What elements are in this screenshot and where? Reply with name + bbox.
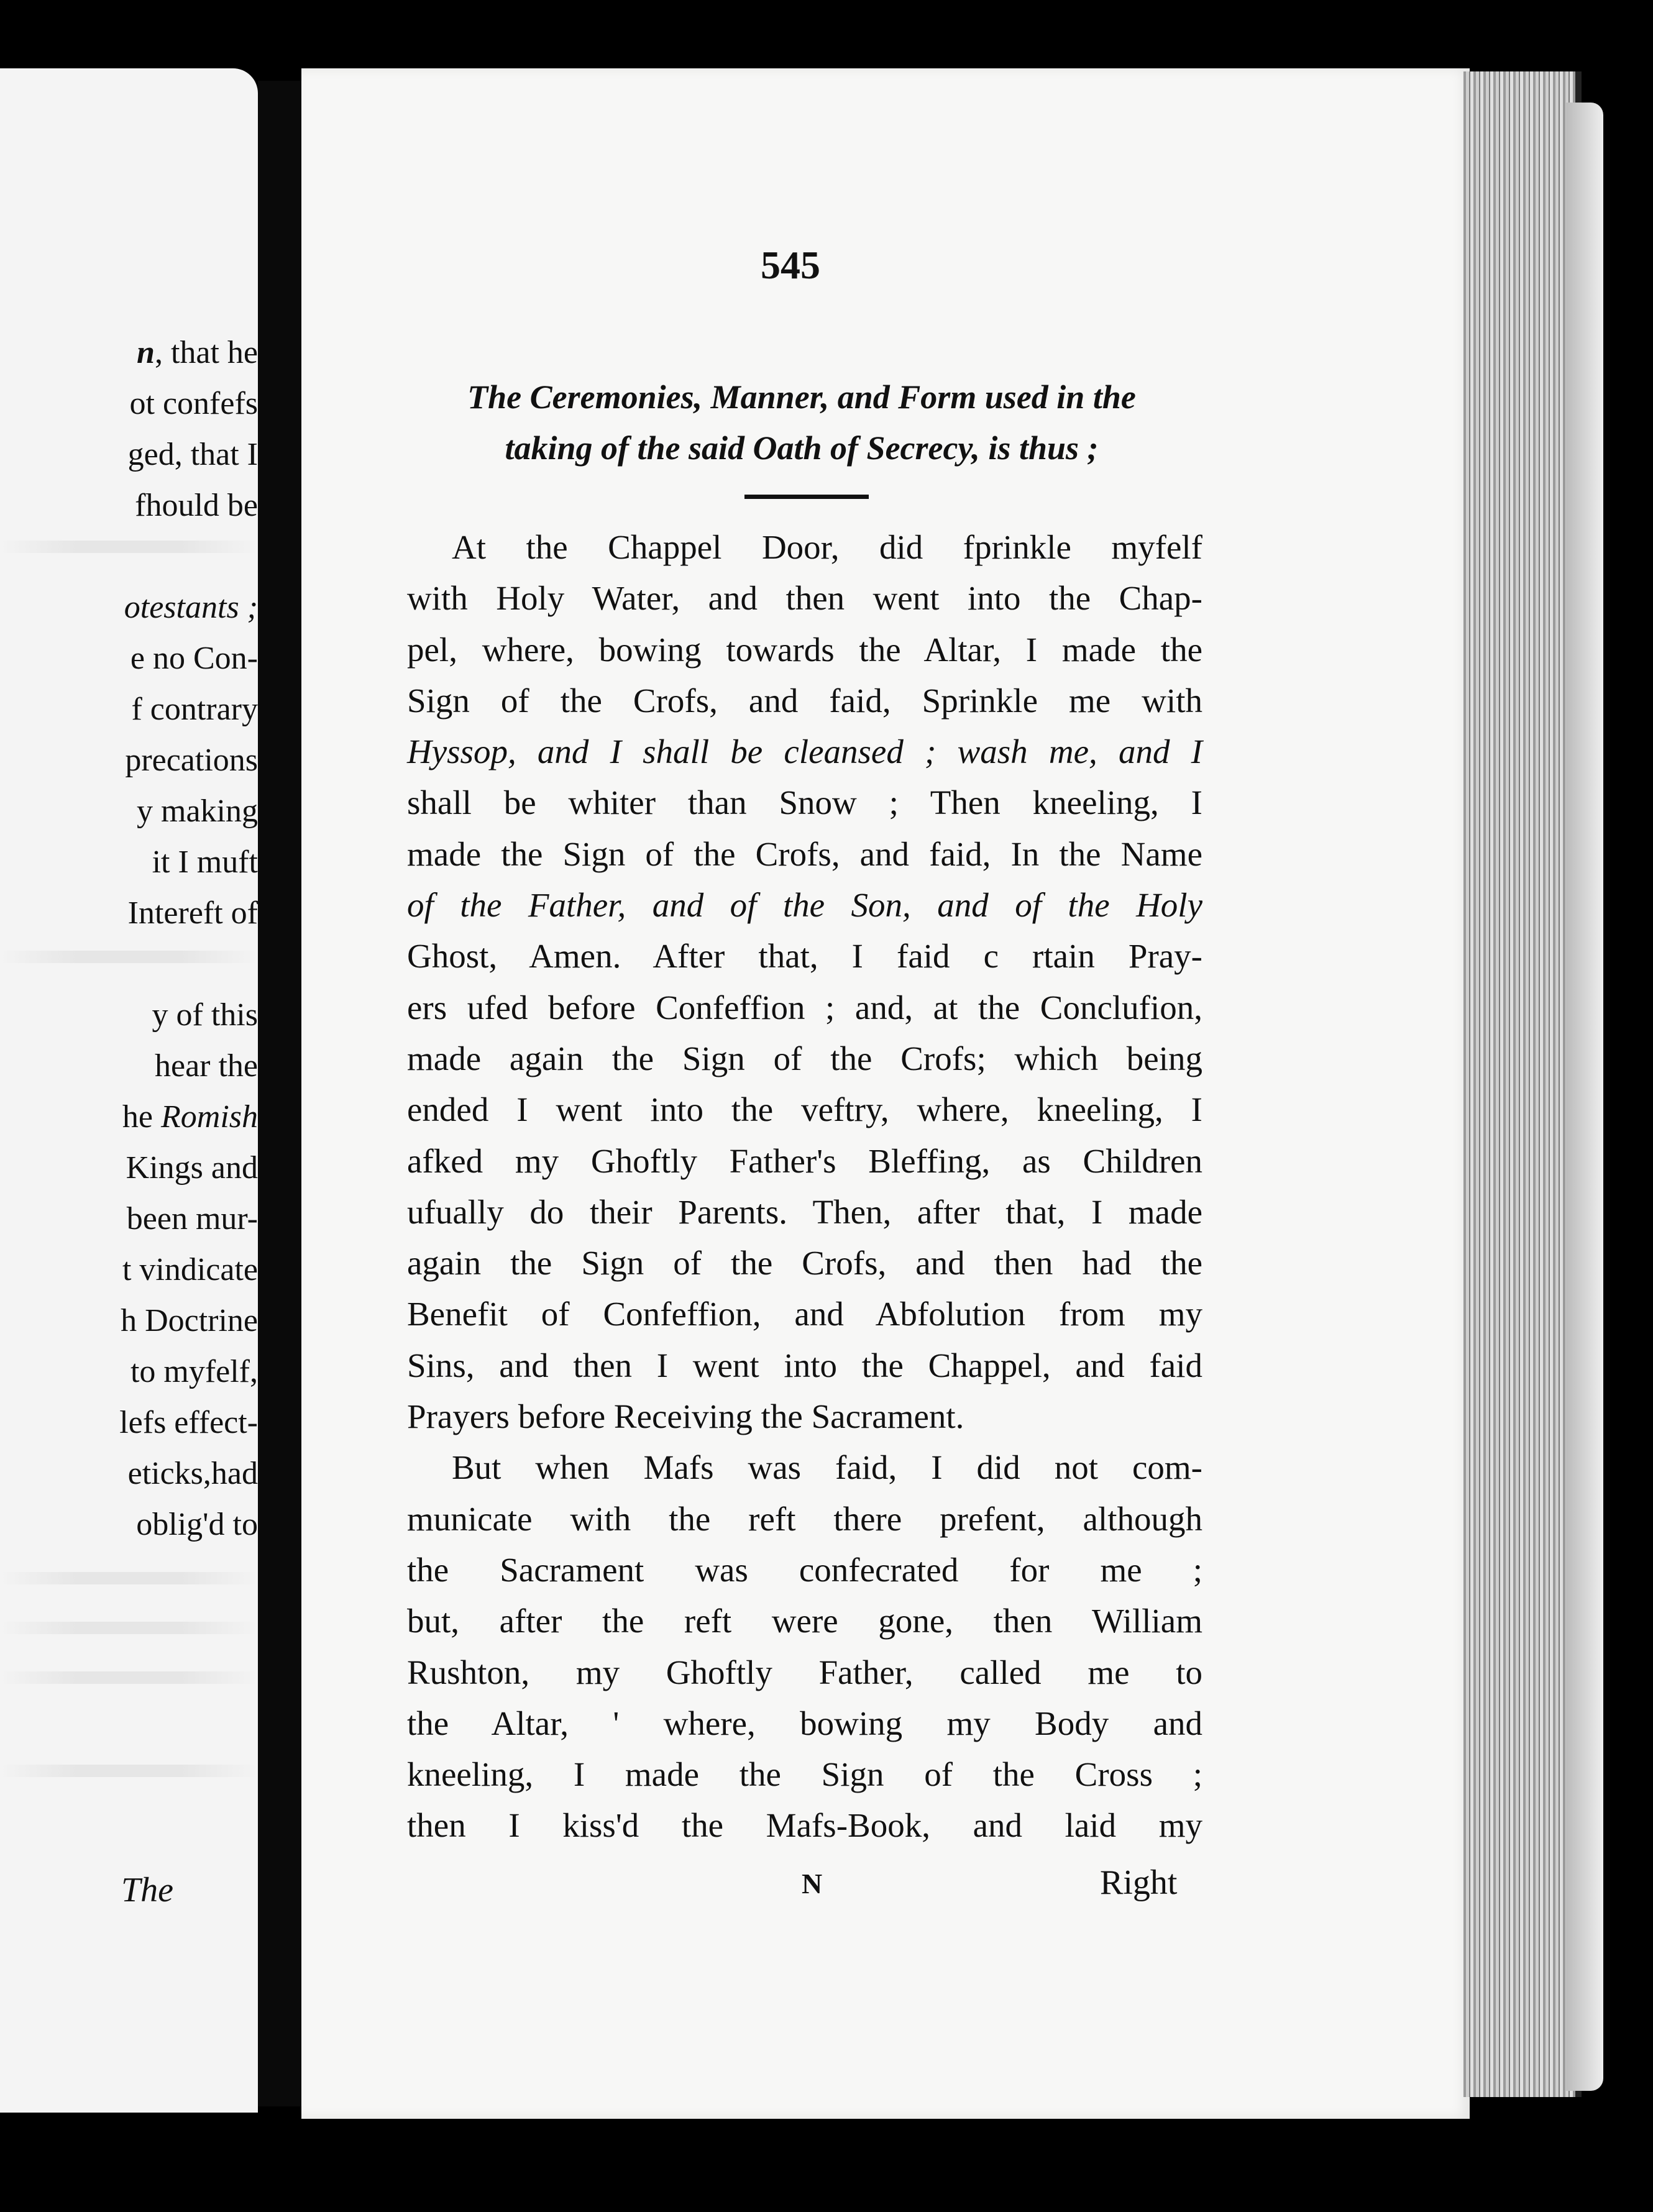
body-line: Sins, and then I went into the Chappel, and faid [407, 1346, 1202, 1384]
left-text-line: n, that he [137, 335, 258, 370]
body-line: ufually do their Parents. Then, after that, I made [407, 1192, 1202, 1231]
left-text-line: he Romish [122, 1099, 258, 1135]
body-line: but, after the reft were gone, then William [407, 1602, 1202, 1640]
left-text-line: f contrary [131, 692, 258, 727]
body-line: Rushton, my Ghoftly Father, called me to [407, 1653, 1202, 1691]
left-text-line: otestants ; [124, 590, 258, 625]
body-line: But when Mafs was faid, I did not com- [452, 1448, 1202, 1487]
left-catchword: The [121, 1871, 173, 1909]
left-text-line: hear the [154, 1048, 258, 1084]
body-line: the Sacrament was confecrated for me ; [407, 1550, 1202, 1589]
left-text-line: y of this [152, 997, 258, 1033]
body-line: Sign of the Crofs, and faid, Sprinkle me with [407, 681, 1202, 720]
body-line: Benefit of Confeffion, and Abfolution from my [407, 1295, 1202, 1333]
left-text-line: precations [125, 743, 258, 778]
page-edges [1463, 71, 1582, 2097]
body-line: Hyssop, and I shall be cleansed ; wash me, and I [407, 733, 1202, 771]
body-line: again the Sign of the Crofs, and then had the [407, 1244, 1202, 1282]
bleed-through-line [0, 1671, 258, 1684]
body-line: ers ufed before Confeffion ; and, at the Conclufion, [407, 988, 1202, 1026]
bleed-through-line [0, 1622, 258, 1634]
body-line: made again the Sign of the Crofs; which being [407, 1039, 1202, 1077]
bleed-through-line [0, 1765, 258, 1777]
body-line: municate with the reft there prefent, although [407, 1499, 1202, 1538]
left-text-line: Kings and [126, 1150, 258, 1186]
left-text-line: been mur- [126, 1201, 258, 1236]
left-text-line: oblig'd to [136, 1507, 258, 1542]
section-heading [404, 372, 1199, 473]
body-line: At the Chappel Door, did fprinkle myfelf [452, 528, 1202, 566]
left-text-line: fhould be [135, 488, 258, 523]
left-text-line: to myfelf, [130, 1354, 258, 1389]
left-page-fragment [0, 68, 258, 2113]
bleed-through-line [0, 951, 258, 963]
left-text-line: lefs effect- [119, 1405, 258, 1440]
page-number: 545 [761, 243, 820, 287]
left-text-line: e no Con- [130, 641, 258, 676]
body-line: kneeling, I made the Sign of the Cross ; [407, 1755, 1202, 1794]
bleed-through-line [0, 541, 258, 553]
body-line: Ghost, Amen. After that, I faid c rtain Pray- [407, 937, 1202, 976]
heading-line: The Ceremonies, Manner, and Form used in the [467, 378, 1136, 416]
left-text-line: h Doctrine [121, 1303, 258, 1338]
body-line: then I kiss'd the Mafs-Book, and laid my [407, 1806, 1202, 1845]
left-text-line: ged, that I [127, 437, 258, 472]
left-text-line: it I muft [152, 844, 258, 880]
book-gutter [258, 81, 301, 2106]
heading-rule [744, 495, 869, 499]
left-text-line: t vindicate [122, 1252, 258, 1287]
body-line: with Holy Water, and then went into the Chap- [407, 579, 1202, 618]
signature-mark: N [802, 1868, 823, 1899]
body-line: ended I went into the veftry, where, kneeling, I [407, 1090, 1202, 1129]
bleed-through-line [0, 1572, 258, 1584]
left-text-line: eticks,had [127, 1456, 258, 1491]
left-text-line: Intereft of [127, 895, 258, 931]
body-line: shall be whiter than Snow ; Then kneeling, I [407, 784, 1202, 822]
body-line: pel, where, bowing towards the Altar, I made the [407, 630, 1202, 669]
catchword: Right [1100, 1863, 1178, 1902]
body-line: the Altar, ' where, bowing my Body and [407, 1704, 1202, 1742]
body-text [407, 522, 1202, 1852]
body-line: Prayers before Receiving the Sacrament. [407, 1397, 964, 1436]
body-line: of the Father, and of the Son, and of the Holy [407, 886, 1202, 925]
left-text-line: ot confefs [129, 386, 258, 421]
heading-line: taking of the said Oath of Secrecy, is thus ; [505, 429, 1099, 467]
left-text-line: y making [137, 793, 258, 829]
body-line: made the Sign of the Crofs, and faid, In the Name [407, 834, 1202, 873]
cover-edge [1566, 103, 1603, 2091]
body-line: afked my Ghoftly Father's Bleffing, as Children [407, 1141, 1202, 1180]
